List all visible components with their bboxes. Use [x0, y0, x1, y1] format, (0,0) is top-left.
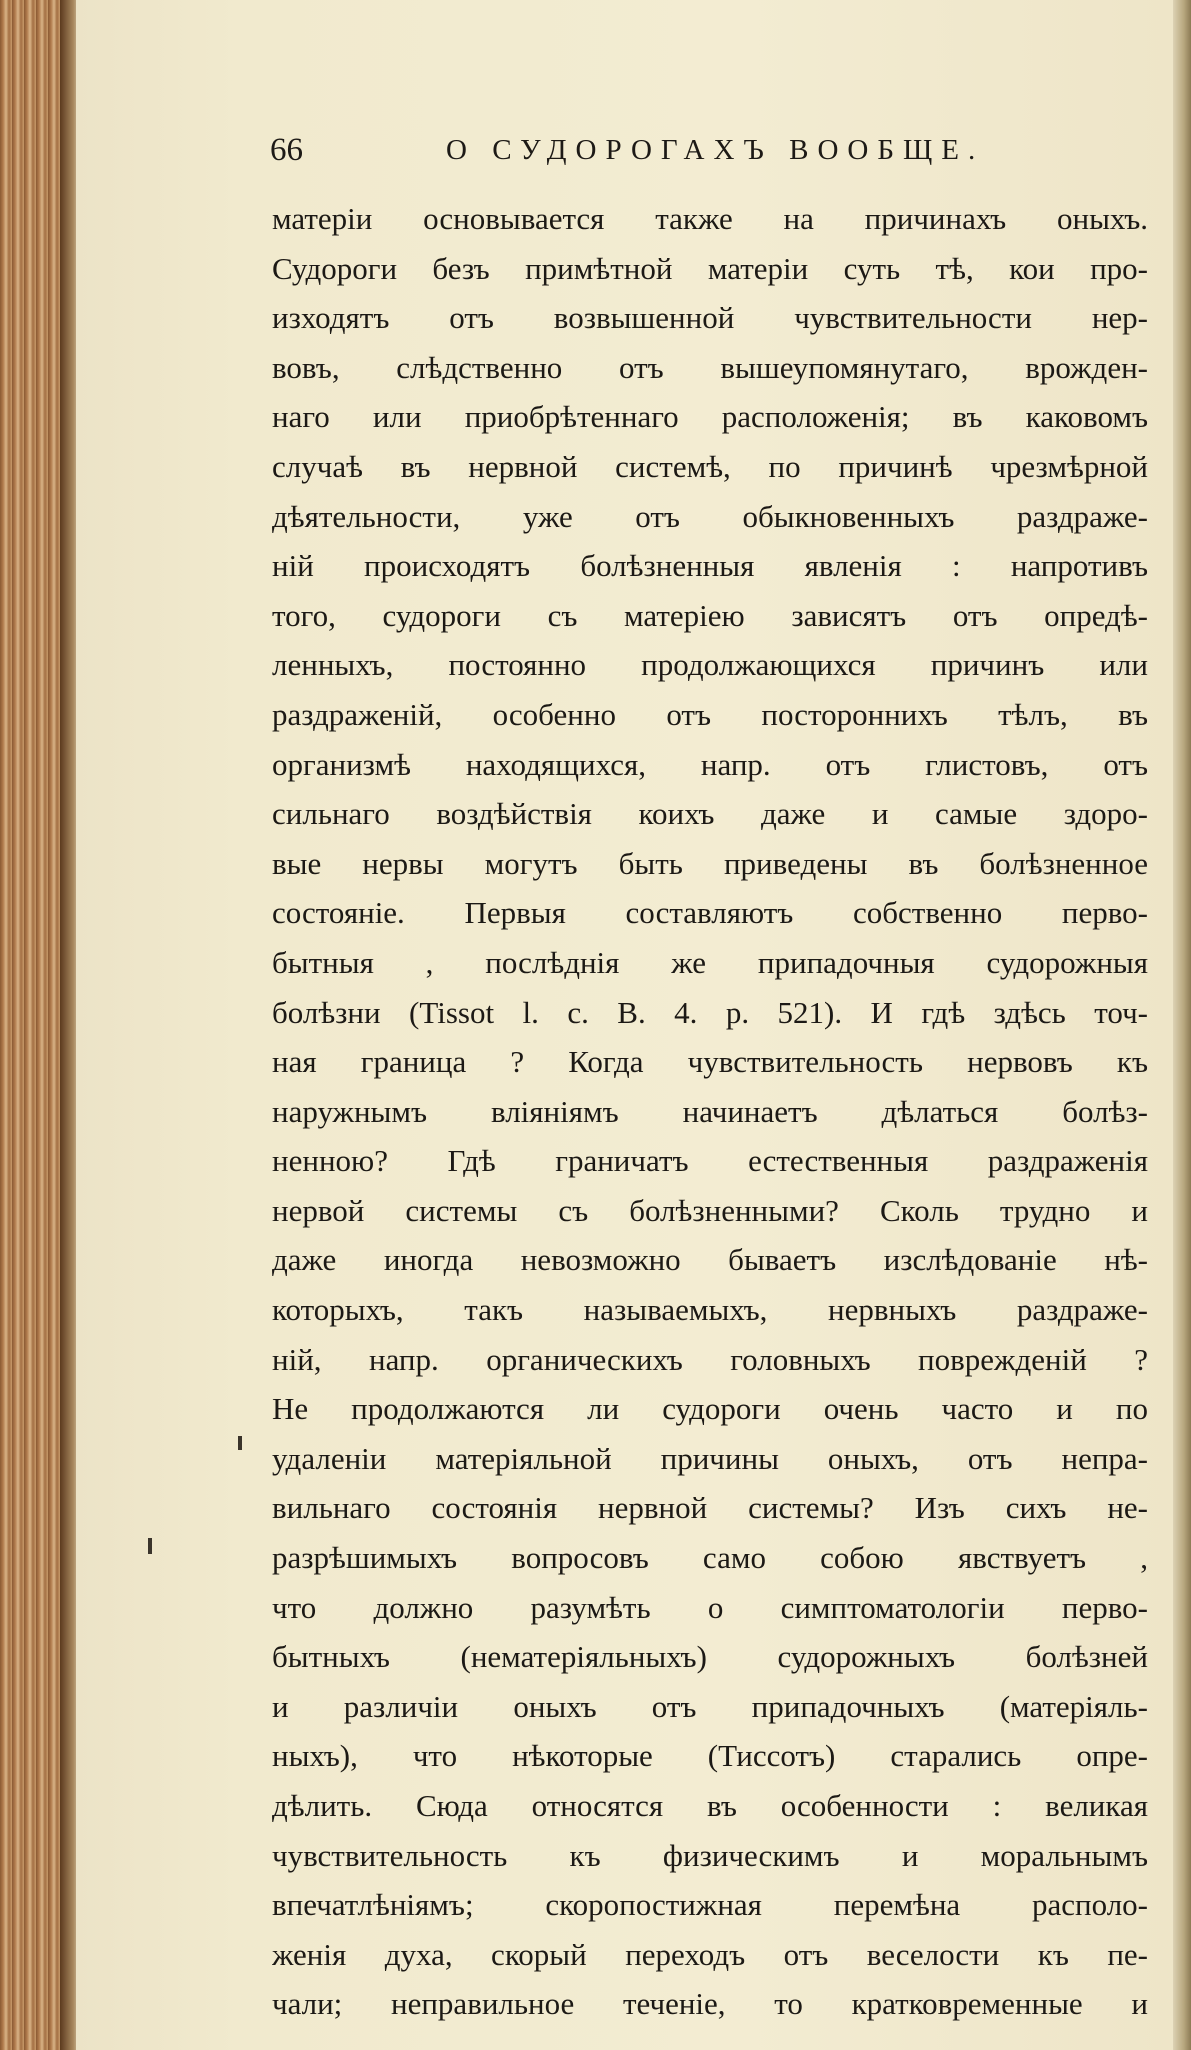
text-line: состояніе. Первыя составляютъ собственно перво-: [272, 895, 1148, 931]
page-right-edge: [1173, 0, 1191, 2050]
text-line: того, судороги съ матеріею зависятъ отъ опредѣ-: [272, 597, 1148, 633]
body-text: [272, 194, 1148, 2029]
text-line: чали; неправильное теченіе, то кратковременные и: [272, 1986, 1148, 2022]
text-line: ныхъ), что нѣкоторые (Тиссотъ) старались опре-: [272, 1738, 1148, 1774]
text-line: бытныхъ (нематеріяльныхъ) судорожныхъ болѣзней: [272, 1639, 1148, 1675]
text-line: изходятъ отъ возвышенной чувствительности нер-: [272, 300, 1148, 336]
text-line: бытныя , послѣднія же припадочныя судорожныя: [272, 944, 1148, 980]
text-line: ній, напр. органическихъ головныхъ поврежденій ?: [272, 1341, 1148, 1377]
text-line: вильнаго состоянія нервной системы? Изъ сихъ не-: [272, 1490, 1148, 1526]
text-line: даже иногда невозможно бываетъ изслѣдованіе нѣ-: [272, 1242, 1148, 1278]
margin-mark: [238, 1436, 242, 1450]
text-line: случаѣ въ нервной системѣ, по причинѣ чрезмѣрной: [272, 448, 1148, 484]
text-line: впечатлѣніямъ; скоропостижная перемѣна располо-: [272, 1887, 1148, 1923]
page-number: 66: [270, 132, 303, 168]
text-line: матеріи основывается также на причинахъ оныхъ.: [272, 201, 1148, 236]
running-title: О СУДОРОГАХЪ ВООБЩЕ.: [446, 134, 985, 166]
text-line: нервой системы съ болѣзненными? Сколь трудно и: [272, 1192, 1148, 1228]
text-line: раздраженій, особенно отъ постороннихъ тѣлъ, въ: [272, 696, 1148, 732]
margin-mark: [148, 1538, 152, 1554]
text-line: организмѣ находящихся, напр. отъ глистовъ, отъ: [272, 746, 1148, 782]
text-line: женія духа, скорый переходъ отъ веселости къ пе-: [272, 1936, 1148, 1972]
text-line: наружнымъ вліяніямъ начинаетъ дѣлаться болѣз-: [272, 1093, 1148, 1129]
text-line: ленныхъ, постоянно продолжающихся причинъ или: [272, 647, 1148, 683]
text-line: дѣятельности, уже отъ обыкновенныхъ раздраже-: [272, 498, 1148, 534]
text-line: и различіи оныхъ отъ припадочныхъ (матеріяль-: [272, 1688, 1148, 1724]
text-line: дѣлить. Сюда относятся въ особенности : великая: [272, 1788, 1148, 1823]
page-header: [270, 132, 1000, 182]
text-line: ная граница ? Когда чувствительность нервовъ къ: [272, 1044, 1148, 1080]
text-line: вые нервы могутъ быть приведены въ болѣзненное: [272, 845, 1148, 881]
text-line: которыхъ, такъ называемыхъ, нервныхъ раздраже-: [272, 1292, 1148, 1328]
text-line: болѣзни (Tissot l. c. B. 4. p. 521). И гдѣ здѣсь точ-: [272, 994, 1148, 1030]
text-line: ній происходятъ болѣзненныя явленія : напротивъ: [272, 548, 1148, 584]
text-line: чувствительность къ физическимъ и моральнымъ: [272, 1837, 1148, 1873]
text-line: ненною? Гдѣ граничатъ естественныя раздраженія: [272, 1143, 1148, 1179]
text-line: сильнаго воздѣйствія коихъ даже и самые здоро-: [272, 796, 1148, 832]
text-line: Судороги безъ примѣтной матеріи суть тѣ, кои про-: [272, 250, 1148, 286]
text-line: удаленіи матеріяльной причины оныхъ, отъ непра-: [272, 1440, 1148, 1476]
text-line: Не продолжаются ли судороги очень часто и по: [272, 1391, 1148, 1427]
text-line: что должно разумѣть о симптоматологіи перво-: [272, 1589, 1148, 1625]
text-line: вовъ, слѣдственно отъ вышеупомянутаго, врожден-: [272, 349, 1148, 385]
text-line: наго или приобрѣтеннаго расположенія; въ каковомъ: [272, 399, 1148, 435]
text-line: разрѣшимыхъ вопросовъ само собою явствуетъ ,: [272, 1540, 1148, 1576]
